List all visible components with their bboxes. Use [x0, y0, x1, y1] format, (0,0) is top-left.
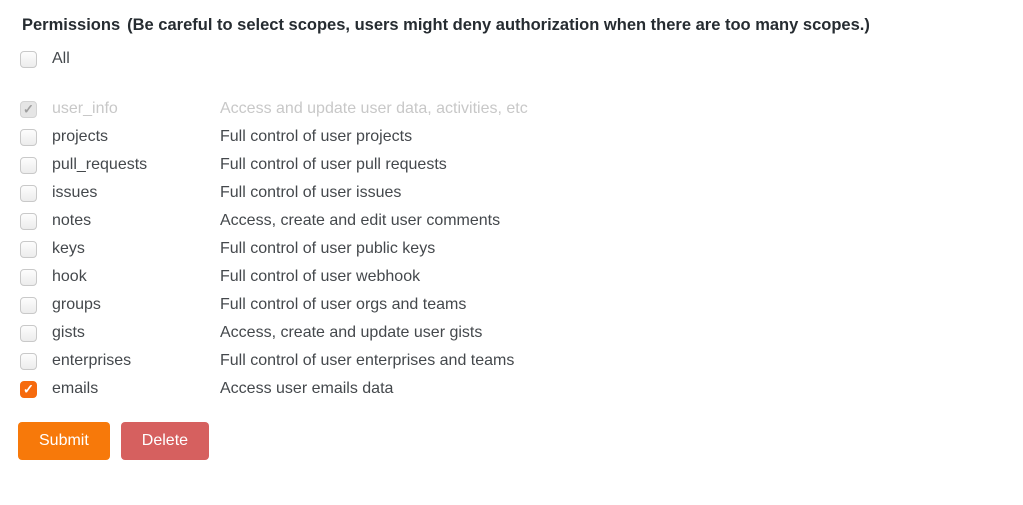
- scope-description: Full control of user issues: [220, 184, 402, 201]
- check-icon: ✓: [23, 381, 34, 396]
- scope-label: emails: [52, 380, 99, 397]
- scope-label: pull_requests: [52, 156, 148, 173]
- scope-row-keys: [0, 235, 1023, 263]
- check-icon: ✓: [23, 101, 34, 116]
- delete-button[interactable]: Delete: [121, 422, 209, 460]
- scope-label: notes: [52, 212, 92, 229]
- checkbox-issues[interactable]: [20, 185, 37, 202]
- scope-row-enterprises: [0, 347, 1023, 375]
- checkbox-keys[interactable]: [20, 241, 37, 258]
- checkbox-all[interactable]: [20, 51, 37, 68]
- checkbox-notes[interactable]: [20, 213, 37, 230]
- page-title: [22, 16, 1001, 35]
- permissions-page: [0, 16, 1023, 505]
- scope-description: Access and update user data, activities, etc: [220, 100, 528, 117]
- scope-description: Full control of user orgs and teams: [220, 296, 467, 313]
- scope-description: Full control of user webhook: [220, 268, 421, 285]
- checkbox-gists[interactable]: [20, 325, 37, 342]
- permissions-note: (Be careful to select scopes, users might deny authorization when there are too many scopes.): [127, 16, 870, 34]
- scope-row-notes: [0, 207, 1023, 235]
- select-all-row: [20, 49, 1023, 69]
- scope-row-groups: [0, 291, 1023, 319]
- scope-label: groups: [52, 296, 101, 313]
- scope-row-emails: [0, 375, 1023, 403]
- scope-label: enterprises: [52, 352, 132, 369]
- checkbox-enterprises[interactable]: [20, 353, 37, 370]
- scope-row-issues: [0, 179, 1023, 207]
- scope-label: user_info: [52, 100, 118, 117]
- checkbox-user_info: [20, 101, 37, 118]
- scope-label: hook: [52, 268, 87, 285]
- scope-description: Full control of user pull requests: [220, 156, 447, 173]
- scope-label: issues: [52, 184, 98, 201]
- scope-row-user_info: [0, 95, 1023, 123]
- scope-description: Access user emails data: [220, 380, 394, 397]
- scope-description: Full control of user public keys: [220, 240, 436, 257]
- checkbox-pull_requests[interactable]: [20, 157, 37, 174]
- scope-list: [0, 95, 1023, 403]
- checkbox-projects[interactable]: [20, 129, 37, 146]
- checkbox-groups[interactable]: [20, 297, 37, 314]
- select-all-label: All: [52, 50, 70, 67]
- scope-row-projects: [0, 123, 1023, 151]
- checkbox-emails[interactable]: [20, 381, 37, 398]
- scope-label: keys: [52, 240, 85, 257]
- scope-row-pull_requests: [0, 151, 1023, 179]
- scope-description: Full control of user enterprises and teams: [220, 352, 515, 369]
- scope-label: gists: [52, 324, 85, 341]
- scope-row-hook: [0, 263, 1023, 291]
- scope-row-gists: [0, 319, 1023, 347]
- checkbox-hook[interactable]: [20, 269, 37, 286]
- scope-label: projects: [52, 128, 109, 145]
- submit-button[interactable]: Submit: [18, 422, 110, 460]
- action-buttons: [18, 422, 1023, 460]
- scope-description: Access, create and edit user comments: [220, 212, 501, 229]
- scope-description: Full control of user projects: [220, 128, 413, 145]
- scope-description: Access, create and update user gists: [220, 324, 483, 341]
- permissions-title: Permissions: [22, 16, 121, 34]
